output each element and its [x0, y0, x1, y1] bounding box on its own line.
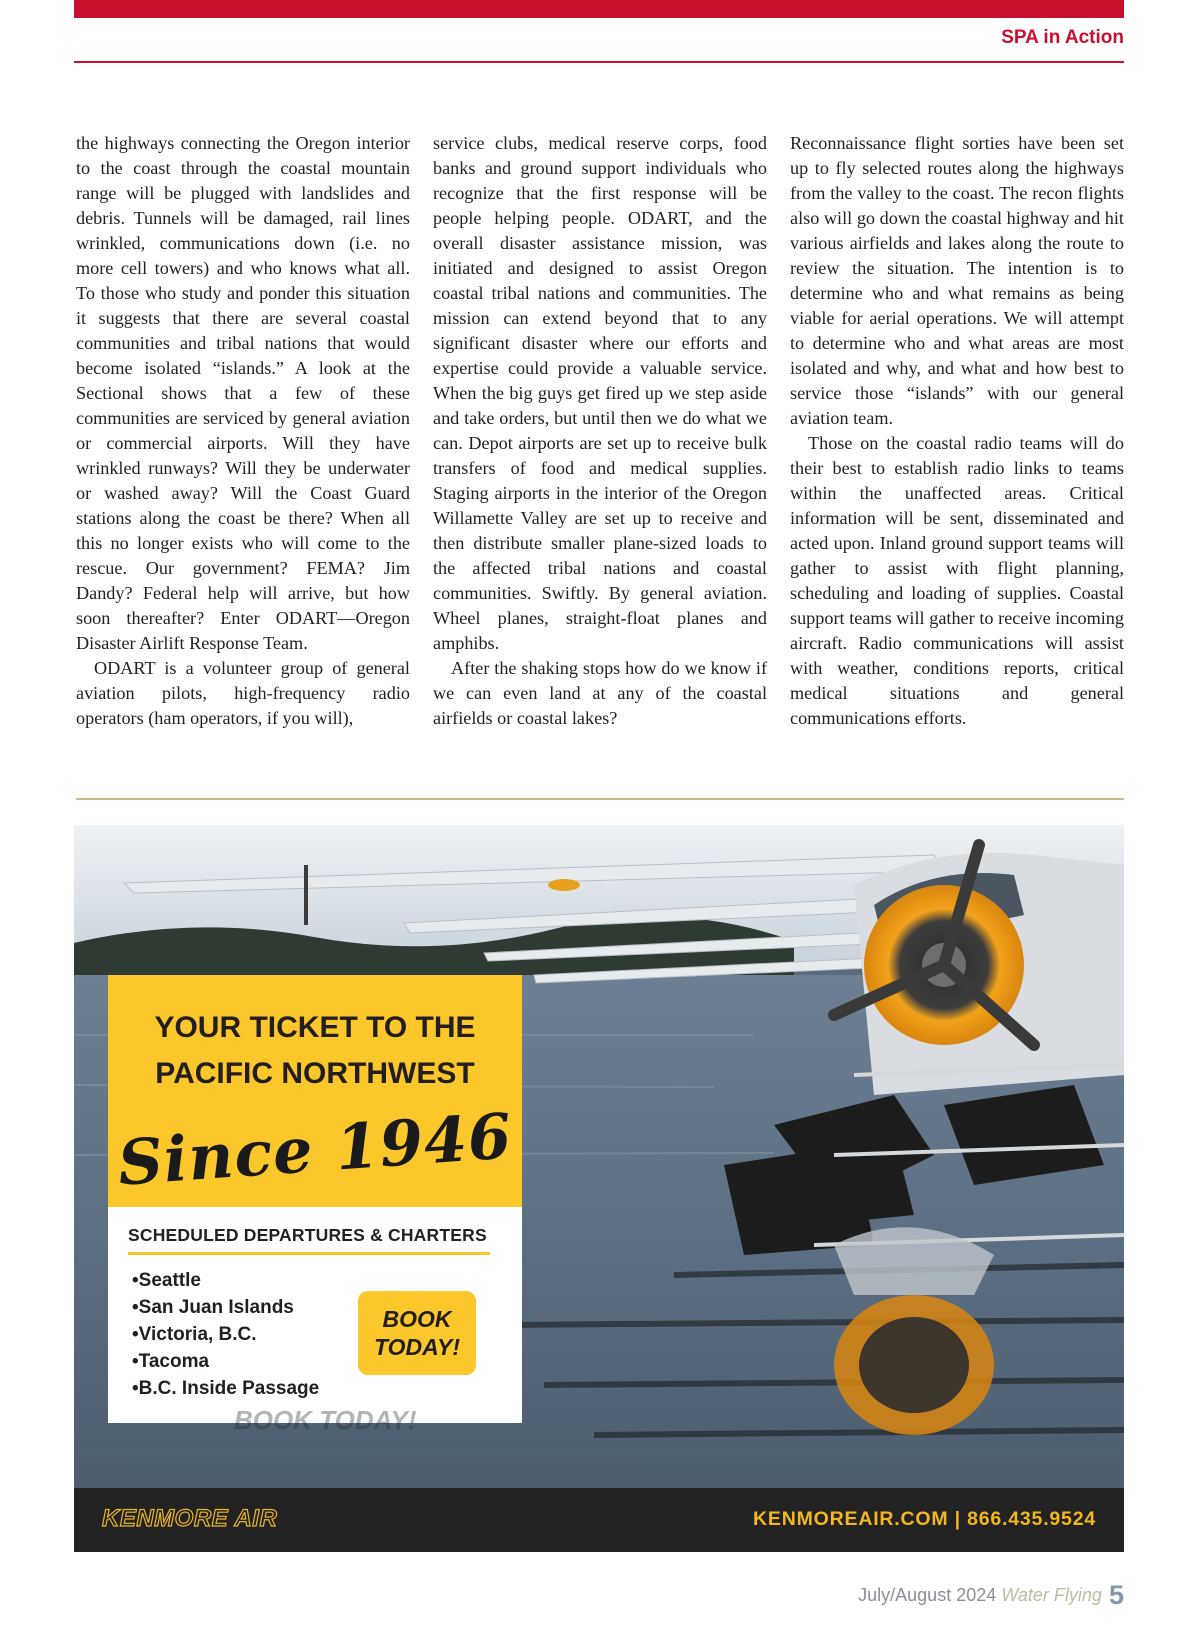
destination-item: • Victoria, B.C.: [132, 1321, 319, 1348]
article-body: [76, 131, 1124, 731]
destination-list: [132, 1267, 319, 1402]
book-button-line-1: BOOK: [382, 1306, 452, 1332]
article-column-3: [790, 131, 1124, 731]
article-column-1: [76, 131, 410, 731]
article-paragraph: After the shaking stops how do we know if we can even land at any of the coastal airfields or coastal lakes?: [433, 658, 767, 728]
page-number: 5: [1108, 1580, 1124, 1610]
destination-item: • Seattle: [132, 1267, 319, 1294]
article-column-2: [433, 131, 767, 731]
ad-footer-bar: [74, 1488, 1124, 1552]
heading-underline: [128, 1252, 490, 1255]
article-paragraph: the highways connecting the Oregon interior to the coast through the coastal mountain range will be plugged with landslides and debris. Tunnels will be damaged, rail lines wrinkled, communications down (i.e. no more cell towers) and who knows what all. To those who study and ponder this situation it suggests that there are several coastal communities and tribal nations that would become isolated “islands.” A look at the Sectional shows that a few of these communities are serviced by general aviation or commercial airports. Will they have wrinkled runways? Will they be underwater or washed away? Will the Coast Guard stations along the coast be there? When all this no longer exists who will come to the rescue. Our government? FEMA? Jim Dandy? Federal help will arrive, but how soon thereafter? Enter ODART—Oregon Disaster Airlift Response Team.: [76, 133, 410, 653]
departures-panel: [108, 1207, 522, 1423]
departures-heading: SCHEDULED DEPARTURES & CHARTERS: [128, 1225, 487, 1245]
since-tagline: Since 1946: [115, 1099, 515, 1200]
advertisement-divider: [76, 798, 1124, 800]
article-paragraph: Reconnaissance flight sorties have been set up to fly selected routes along the highways from the valley to the coast. The recon flights also will go down the coastal highway and hit various airfields and lakes along the route to review the situation. The intention is to determine who and what remains as being viable for aerial operations. We will attempt to determine who and what areas are most isolated and why, and what and how best to service those “islands” with our general aviation team.: [790, 133, 1124, 428]
article-paragraph: Those on the coastal radio teams will do their best to establish radio links to teams within the unaffected areas. Critical information will be sent, disseminated and acted upon. Inland ground support teams will gather to assist with flight planning, scheduling and loading of supplies. Coastal support teams will gather to receive incoming aircraft. Radio communications will assist with weather, conditions reports, critical medical situations and general communications efforts.: [790, 433, 1124, 728]
book-today-button[interactable]: [358, 1291, 476, 1375]
reflected-cta-text: BOOK TODAY!: [234, 1405, 417, 1435]
page-footer: [858, 1580, 1124, 1611]
headline-panel: [108, 975, 522, 1207]
headline-line-1: YOUR TICKET TO THE: [154, 1011, 476, 1044]
destination-item: • B.C. Inside Passage: [132, 1375, 319, 1402]
ad-headline: [108, 1005, 522, 1097]
kenmore-air-advertisement[interactable]: [74, 825, 1124, 1552]
article-paragraph: service clubs, medical reserve corps, food banks and ground support individuals who recognize that the first response will be people helping people. ODART, and the overall disaster assistance mission, was initiated and designed to assist Oregon coastal tribal nations and communities. The mission can extend beyond that to any significant disaster where our efforts and expertise could provide a valuable service. When the big guys get fired up we step aside and take orders, but until then we do what we can. Depot airports are set up to receive bulk transfers of food and medical supplies. Staging airports in the interior of the Oregon Willamette Valley are set up to receive and then distribute smaller plane-sized loads to the affected tribal nations and coastal communities. Swiftly. By general aviation. Wheel planes, straight-float planes and amphibs.: [433, 133, 767, 653]
section-divider: [74, 61, 1124, 63]
book-button-line-2: TODAY!: [373, 1334, 461, 1360]
issue-date: July/August 2024: [858, 1585, 997, 1605]
header-color-bar: [74, 0, 1124, 18]
magazine-title: Water Flying: [1001, 1585, 1102, 1605]
contact-link[interactable]: KENMOREAIR.COM | 866.435.9524: [753, 1508, 1096, 1530]
destination-item: • San Juan Islands: [132, 1294, 319, 1321]
headline-line-2: PACIFIC NORTHWEST: [155, 1057, 475, 1090]
kenmore-air-logo: KENMORE AIR: [102, 1505, 278, 1532]
destination-item: • Tacoma: [132, 1348, 319, 1375]
section-label: SPA in Action: [1001, 27, 1124, 48]
article-paragraph: ODART is a volunteer group of general aviation pilots, high-frequency radio operators (ham operators, if you will),: [76, 658, 410, 728]
